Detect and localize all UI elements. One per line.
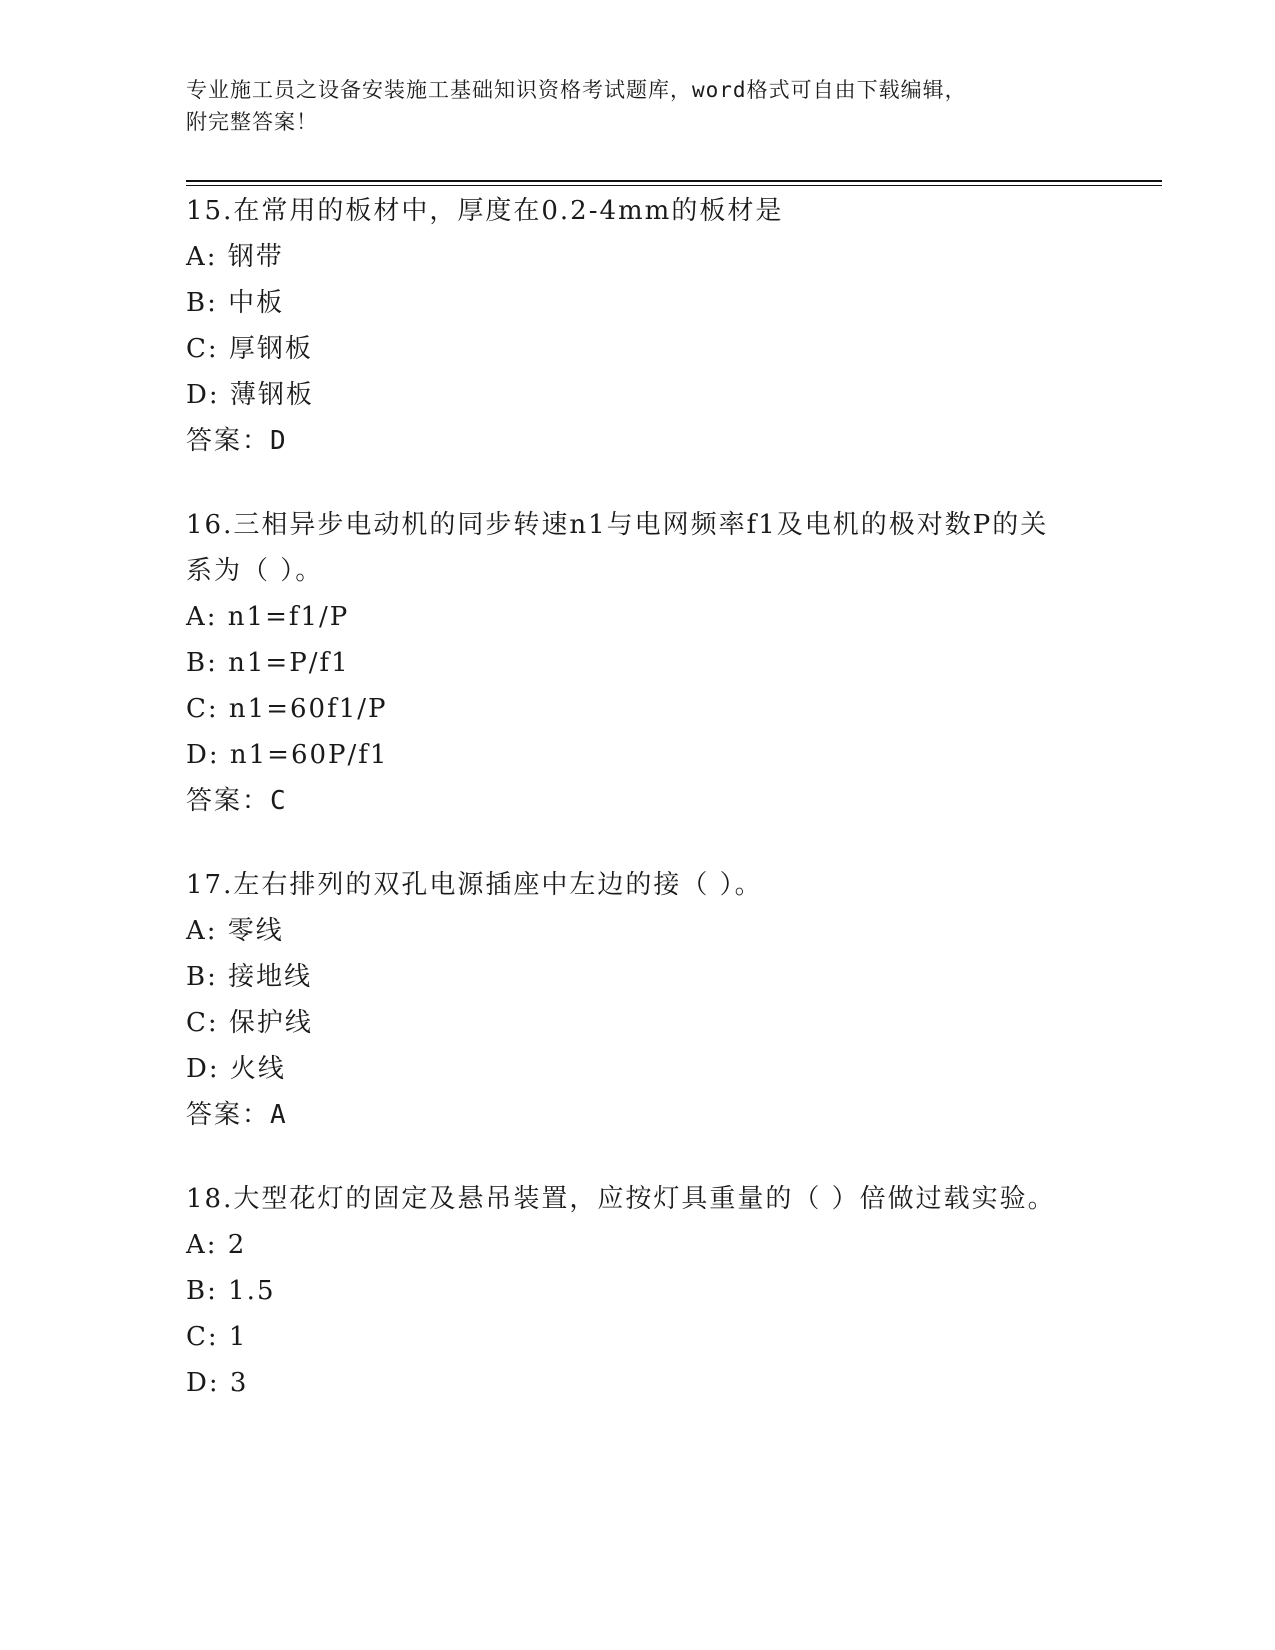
- option-b: B: n1=P/f1: [186, 648, 350, 678]
- header-divider: [186, 180, 1162, 182]
- answer: 答案：C: [186, 786, 288, 816]
- option-a: A: 零线: [186, 916, 284, 946]
- option-d: D: 3: [186, 1368, 249, 1398]
- option-b: B: 中板: [186, 288, 285, 318]
- option-c: C: n1=60f1/P: [186, 694, 388, 724]
- question-16: [186, 502, 1066, 824]
- option-a: A: 钢带: [186, 242, 284, 272]
- header-line-1: 专业施工员之设备安装施工基础知识资格考试题库，word格式可自由下载编辑，: [186, 78, 967, 102]
- document-header: [186, 74, 1066, 138]
- option-c: C: 保护线: [186, 1008, 313, 1038]
- option-b: B: 1.5: [186, 1276, 276, 1306]
- option-a: A: n1=f1/P: [186, 602, 350, 632]
- answer: 答案：A: [186, 1100, 288, 1130]
- option-d: D: 火线: [186, 1054, 286, 1084]
- option-c: C: 1: [186, 1322, 248, 1352]
- option-a: A: 2: [186, 1230, 247, 1260]
- option-b: B: 接地线: [186, 962, 313, 992]
- question-text: 16.三相异步电动机的同步转速n1与电网频率f1及电机的极对数P的关系为（ ）。: [186, 510, 1049, 586]
- question-text: 18.大型花灯的固定及悬吊装置，应按灯具重量的（ ）倍做过载实验。: [186, 1184, 1056, 1214]
- answer: 答案：D: [186, 426, 288, 456]
- question-17: [186, 862, 1086, 1138]
- header-line-2: 附完整答案！: [186, 110, 318, 134]
- header-divider-thin: [186, 185, 1162, 186]
- question-15: [186, 188, 1086, 464]
- question-18: [186, 1176, 1056, 1406]
- option-c: C: 厚钢板: [186, 334, 313, 364]
- option-d: D: n1=60P/f1: [186, 740, 389, 770]
- question-text: 15.在常用的板材中，厚度在0.2-4mm的板材是: [186, 196, 784, 226]
- question-text: 17.左右排列的双孔电源插座中左边的接（ ）。: [186, 870, 763, 900]
- option-d: D: 薄钢板: [186, 380, 314, 410]
